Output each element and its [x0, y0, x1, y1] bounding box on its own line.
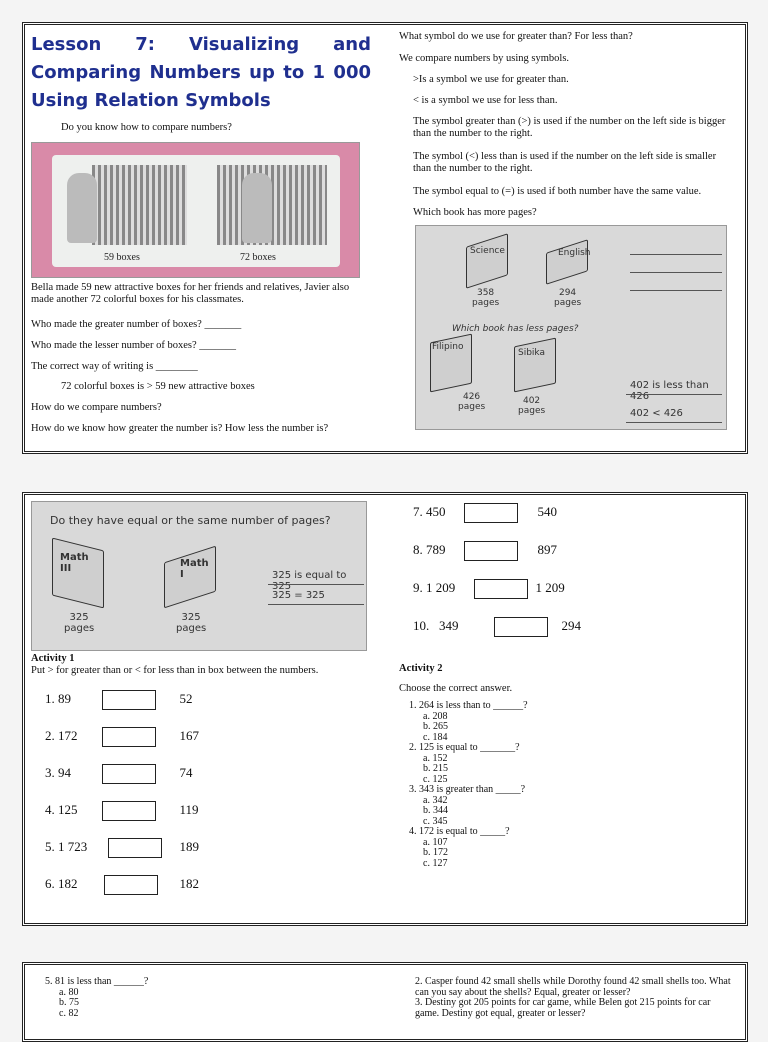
equal-books-photo [31, 501, 367, 651]
mc-question: 1. 264 is less than to ______? [409, 700, 528, 711]
left-number: 8. 789 [413, 541, 446, 557]
word-problems [415, 977, 735, 1019]
book-title: Math III [60, 552, 89, 574]
mc-option[interactable]: b. 265 [423, 721, 448, 732]
right-number: 74 [179, 764, 193, 780]
mc-question: 4. 172 is equal to _____? [409, 826, 510, 837]
mc-option[interactable]: c. 127 [423, 857, 448, 869]
lesson-page-3 [22, 962, 748, 1042]
page-count: 325 pages [64, 612, 95, 634]
answer-box[interactable] [108, 838, 162, 858]
question-line: Who made the greater number of boxes? _______ [31, 319, 242, 330]
right-line: The symbol greater than (>) is used if the number on the left side is bigger than the number to the right. [413, 116, 726, 139]
answer-box[interactable] [102, 727, 156, 747]
fig-answer: 402 is less than 426 [630, 380, 709, 402]
books-photo [415, 225, 727, 430]
left-number: 7. 450 [413, 503, 446, 519]
left-number: 4. 125 [45, 801, 78, 817]
mc-option[interactable]: c. 345 [423, 815, 448, 827]
mc-option[interactable]: a. 152 [423, 752, 448, 764]
book-title: Sibika [518, 348, 545, 358]
page-count: 325 pages [176, 612, 207, 634]
mc-option[interactable]: b. 75 [59, 997, 79, 1008]
page-count: 426 pages [458, 392, 486, 412]
mc-option[interactable]: c. 125 [423, 773, 448, 785]
question-line: The correct way of writing is ________ [31, 361, 198, 372]
fig-answer: 402 < 426 [630, 408, 683, 419]
answer-box[interactable] [102, 690, 156, 710]
mc-question: 2. 125 is equal to _______? [409, 742, 520, 753]
right-number: 897 [537, 541, 557, 557]
activity1-instructions: Put > for greater than or < for less than in box between the numbers. [31, 665, 319, 676]
story-text: Bella made 59 new attractive boxes for her friends and relatives, Javier also made another 72 colorful boxes for his classmates. [31, 282, 350, 305]
activity2-instructions: Choose the correct answer. [399, 683, 513, 694]
book-icon [514, 338, 556, 393]
mc-option[interactable]: c. 82 [59, 1007, 79, 1019]
right-line: < is a symbol we use for less than. [413, 95, 558, 106]
answer-box[interactable] [102, 764, 156, 784]
left-number: 2. 172 [45, 727, 78, 743]
left-question-block [45, 977, 148, 1019]
left-number: 10. 349 [413, 617, 459, 633]
mc-option[interactable]: a. 80 [59, 986, 79, 998]
word-problem: 3. Destiny got 205 points for car game, while Belen got 215 points for car game. Destiny got equal, greater or lesser? [415, 997, 711, 1019]
stack-of-boxes [92, 165, 187, 245]
mc-option[interactable]: b. 215 [423, 763, 448, 774]
right-line: Which book has more pages? [413, 207, 537, 218]
book-title: Math I [180, 558, 209, 580]
word-problem: 2. Casper found 42 small shells while Dorothy found 42 small shells too. What can you say about the shells? Equal, greater or lesser? [415, 976, 731, 998]
activity2-title: Activity 2 [399, 663, 443, 674]
right-line: We compare numbers by using symbols. [399, 53, 570, 64]
left-number: 5. 1 723 [45, 838, 88, 854]
answer-box[interactable] [104, 875, 158, 895]
mc-question: 5. 81 is less than ______? [45, 976, 149, 987]
mc-question: 3. 343 is greater than _____? [409, 784, 526, 795]
right-number: 52 [179, 690, 193, 706]
left-number: 3. 94 [45, 764, 71, 780]
fig-answer: 325 = 325 [272, 590, 325, 601]
question-line: How do we compare numbers? [31, 402, 162, 413]
right-number: 540 [537, 503, 557, 519]
fig-label: 59 boxes [104, 252, 140, 263]
lesson-page-1 [22, 22, 748, 454]
right-number: 119 [179, 801, 199, 817]
mc-option[interactable]: a. 208 [423, 710, 448, 722]
example-line: 72 colorful boxes is > 59 new attractive boxes [61, 381, 255, 392]
answer-box[interactable] [464, 503, 518, 523]
left-number: 9. 1 209 [413, 579, 456, 595]
right-line: What symbol do we use for greater than? For less than? [399, 31, 633, 42]
activity1-title: Activity 1 [31, 653, 75, 664]
book-title: Filipino [432, 342, 464, 352]
right-line: The symbol (<) less than is used if the number on the left side is smaller than the number to the right. [413, 151, 717, 174]
mc-option[interactable]: a. 342 [423, 794, 448, 806]
page-count: 358 pages [472, 288, 500, 308]
right-line: >Is a symbol we use for greater than. [413, 74, 569, 85]
answer-box[interactable] [494, 617, 548, 637]
book-title: English [558, 248, 591, 258]
right-number: 1 209 [535, 579, 565, 595]
right-number: 167 [179, 727, 199, 743]
fig-question: Do they have equal or the same number of pages? [50, 514, 331, 527]
answer-box[interactable] [474, 579, 528, 599]
fig-question: Which book has less pages? [452, 324, 579, 334]
mc-option[interactable]: c. 184 [423, 731, 448, 743]
right-number: 189 [179, 838, 199, 854]
boxes-illustration [31, 142, 360, 278]
book-icon [466, 233, 508, 289]
fig-answer: 325 is equal to 325 [272, 570, 347, 592]
mc-option[interactable]: b. 172 [423, 847, 448, 858]
book-icon [546, 239, 588, 285]
right-number: 182 [179, 875, 199, 891]
fig-label: 72 boxes [240, 252, 276, 263]
question-line: Who made the lesser number of boxes? _______ [31, 340, 236, 351]
book-title: Science [470, 246, 505, 256]
lesson-title: Lesson 7: Visualizing and Comparing Numbers up to 1 000 Using Relation Symbols [31, 34, 371, 111]
page-count: 294 pages [554, 288, 582, 308]
page-count: 402 pages [518, 396, 546, 416]
intro-question: Do you know how to compare numbers? [61, 122, 232, 133]
mc-option[interactable]: b. 344 [423, 805, 448, 816]
right-line: The symbol equal to (=) is used if both number have the same value. [413, 186, 702, 197]
stack-of-boxes [217, 165, 327, 245]
question-line: How do we know how greater the number is? How less the number is? [31, 423, 329, 434]
activity2-questions [409, 701, 528, 869]
boy-figure [242, 173, 272, 243]
left-number: 6. 182 [45, 875, 78, 891]
left-number: 1. 89 [45, 690, 71, 706]
mc-option[interactable]: a. 107 [423, 836, 448, 848]
answer-box[interactable] [464, 541, 518, 561]
right-number: 294 [561, 617, 581, 633]
answer-box[interactable] [102, 801, 156, 821]
girl-figure [67, 173, 97, 243]
lesson-page-2 [22, 492, 748, 926]
